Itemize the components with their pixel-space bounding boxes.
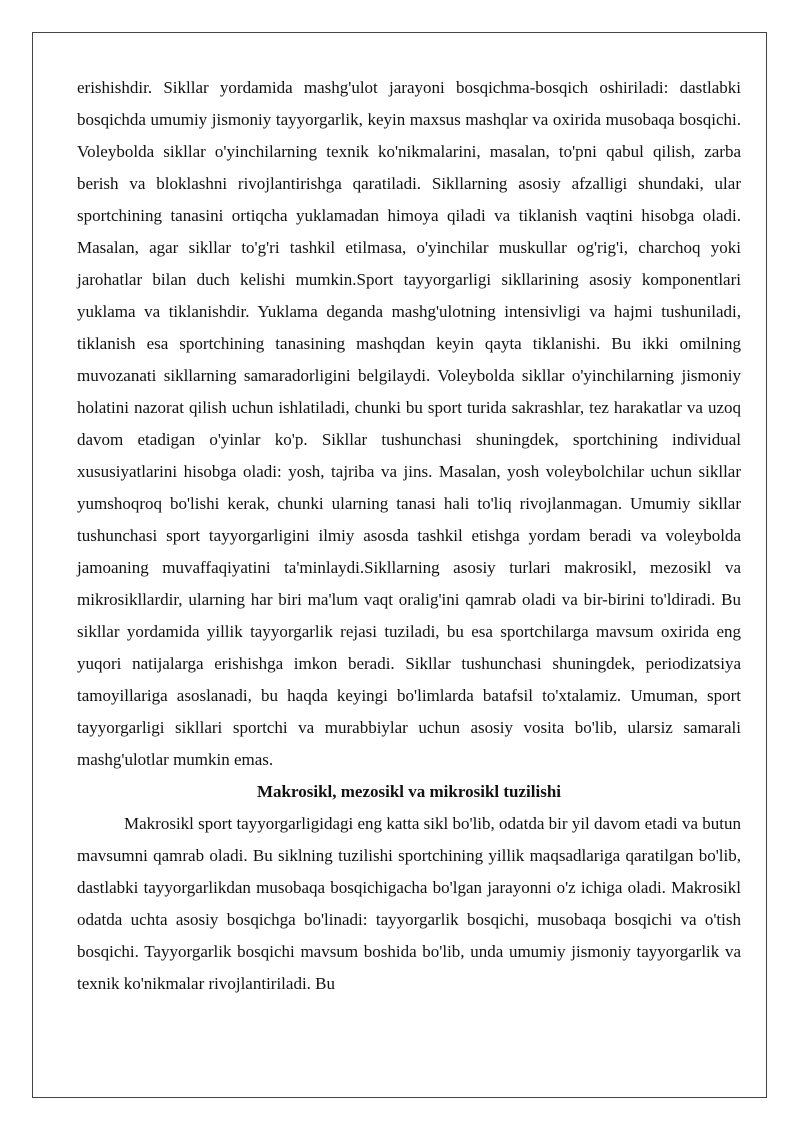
body-paragraph-2: Makrosikl sport tayyorgarligidagi eng katta sikl bo'lib, odatda bir yil davom etadi va butun mavsumni qamrab oladi. Bu siklning tuzilishi sportchining yillik maqsadlariga qaratilgan bo'lib, dastlabki tayyorgarlikdan musobaqa bosqichigacha bo'lgan jarayonni o'z ichiga oladi. Makrosikl odatda uchta asosiy bosqichga bo'linadi: tayyorgarlik bosqichi, musobaqa bosqichi va o'tish bosqichi. Tayyorgarlik bosqichi mavsum boshida bo'lib, unda umumiy jismoniy tayyorgarlik va texnik ko'nikmalar rivojlantiriladi. Bu <box>77 814 741 993</box>
body-paragraph-1: erishishdir. Sikllar yordamida mashg'ulot jarayoni bosqichma-bosqich oshiriladi: dastlabki bosqichda umumiy jismoniy tayyorgarlik, keyin maxsus mashqlar va oxirida musobaqa bosqichi. Voleybolda sikllar o'yinchilarning texnik ko'nikmalarini, masalan, to'pni qabul qilish, zarba berish va bloklashni rivojlantirishga qaratiladi. Sikllarning asosiy afzalligi shundaki, ular sportchining tanasini ortiqcha yuklamadan himoya qiladi va tiklanish vaqtini hisobga oladi. Masalan, agar sikllar to'g'ri tashkil etilmasa, o'yinchilar muskullar og'rig'i, charchoq yoki jarohatlar bilan duch kelishi mumkin.Sport tayyorgarligi sikllarining asosiy komponentlari yuklama va tiklanishdir. Yuklama deganda mashg'ulotning intensivligi va hajmi tushuniladi, tiklanish esa sportchining tanasining mashqdan keyin qayta tiklanishi. Bu ikki omilning muvozanati sikllarning samaradorligini belgilaydi. Voleybolda sikllar o'yinchilarning jismoniy holatini nazorat qilish uchun ishlatiladi, chunki bu sport turida sakrashlar, tez harakatlar va uzoq davom etadigan o'yinlar ko'p. Sikllar tushunchasi shuningdek, sportchining individual xususiyatlarini hisobga oladi: yosh, tajriba va jins. Masalan, yosh voleybolchilar uchun sikllar yumshoqroq bo'lishi kerak, chunki ularning tanasi hali to'liq rivojlanmagan. Umumiy sikllar tushunchasi sport tayyorgarligini ilmiy asosda tashkil etishga yordam beradi va voleybolda jamoaning muvaffaqiyatini ta'minlaydi.Sikllarning asosiy turlari makrosikl, mezosikl va mikrosikllardir, ularning har biri ma'lum vaqt oralig'ini qamrab oladi va bir-birini to'ldiradi. Bu sikllar yordamida yillik tayyorgarlik rejasi tuziladi, bu esa sportchilarga mavsum oxirida eng yuqori natijalarga erishishga imkon beradi. Sikllar tushunchasi shuningdek, periodizatsiya tamoyillariga asoslanadi, bu haqda keyingi bo'limlarda batafsil to'xtalamiz. Umuman, sport tayyorgarligi sikllari sportchi va murabbiylar uchun asosiy vosita bo'lib, ularsiz samarali mashg'ulotlar mumkin emas. <box>77 78 741 769</box>
document-body <box>77 72 741 1000</box>
section-heading: Makrosikl, mezosikl va mikrosikl tuzilishi <box>257 782 561 801</box>
